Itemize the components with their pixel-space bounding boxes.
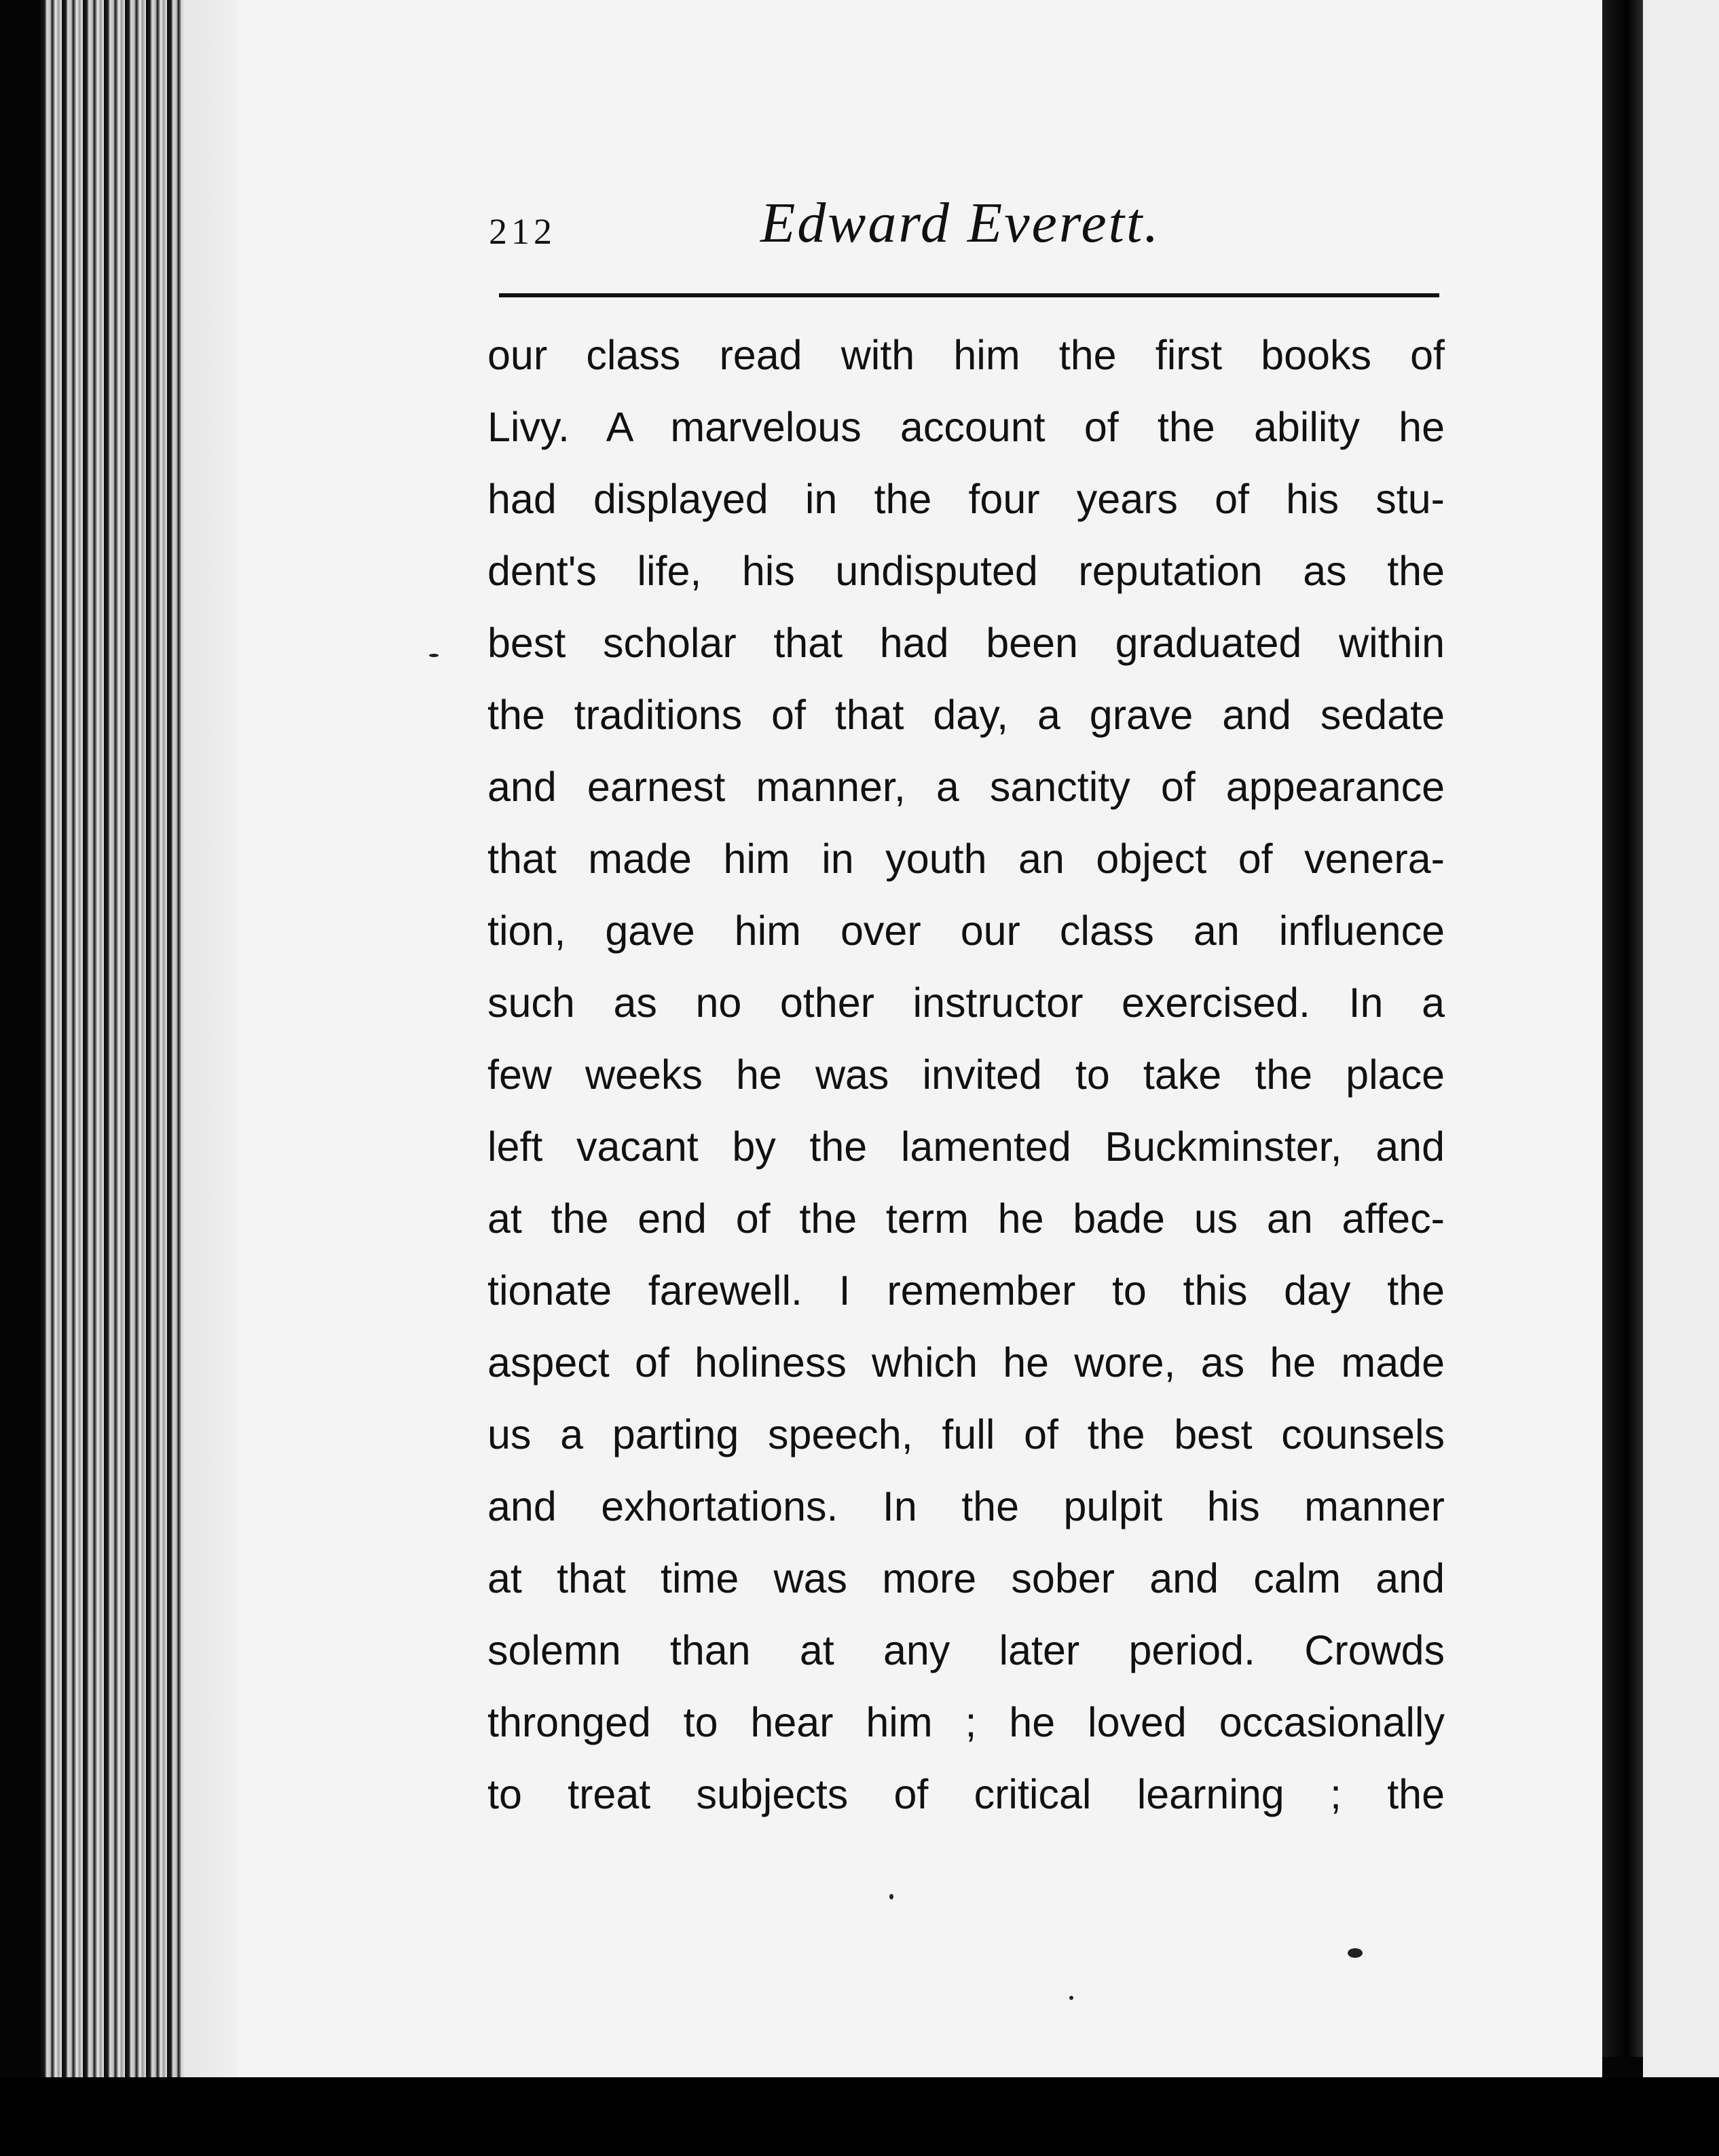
- running-header: [489, 190, 1439, 265]
- text-line: Livy. A marvelous account of the ability he: [487, 404, 1445, 450]
- text-line: the traditions of that day, a grave and sedate: [487, 692, 1445, 738]
- text-line: to treat subjects of critical learning ; the: [487, 1771, 1445, 1817]
- text-line: best scholar that had been graduated within: [487, 620, 1445, 666]
- text-line: had displayed in the four years of his stu-: [487, 476, 1445, 522]
- text-line: that made him in youth an object of venera-: [487, 836, 1445, 882]
- running-title: Edward Everett.: [760, 191, 1161, 255]
- scan-background-bottom: [0, 2077, 1719, 2156]
- text-line: tionate farewell. I remember to this day the: [487, 1267, 1445, 1314]
- facing-page-edge: [1643, 0, 1719, 2077]
- text-line: aspect of holiness which he wore, as he made: [487, 1339, 1445, 1386]
- page-edges-fade: [183, 0, 244, 2084]
- text-line: at the end of the term he bade us an affec-: [487, 1195, 1445, 1242]
- text-line: our class read with him the first books of: [487, 332, 1445, 378]
- text-line: left vacant by the lamented Buckminster, and: [487, 1123, 1445, 1170]
- scan-speck: [429, 654, 439, 657]
- body-text: [487, 319, 1445, 1830]
- text-line: such as no other instructor exercised. In a: [487, 980, 1445, 1026]
- text-line: and earnest manner, a sanctity of appearance: [487, 764, 1445, 810]
- text-line: solemn than at any later period. Crowds: [487, 1627, 1445, 1673]
- text-line: dent's life, his undisputed reputation as the: [487, 548, 1445, 594]
- scan-speck: [1348, 1948, 1363, 1958]
- scan-speck: [889, 1894, 893, 1899]
- text-line: thronged to hear him ; he loved occasionally: [487, 1699, 1445, 1745]
- text-line: at that time was more sober and calm and: [487, 1555, 1445, 1601]
- page-number: 212: [489, 211, 556, 252]
- header-rule: [499, 293, 1439, 297]
- text-line: and exhortations. In the pulpit his manner: [487, 1483, 1445, 1529]
- text-line: tion, gave him over our class an influence: [487, 908, 1445, 954]
- text-line: few weeks he was invited to take the place: [487, 1052, 1445, 1098]
- scan-speck: [1069, 1996, 1073, 2000]
- binding-shadow-right: [1602, 0, 1643, 2057]
- text-line: us a parting speech, full of the best counsels: [487, 1411, 1445, 1457]
